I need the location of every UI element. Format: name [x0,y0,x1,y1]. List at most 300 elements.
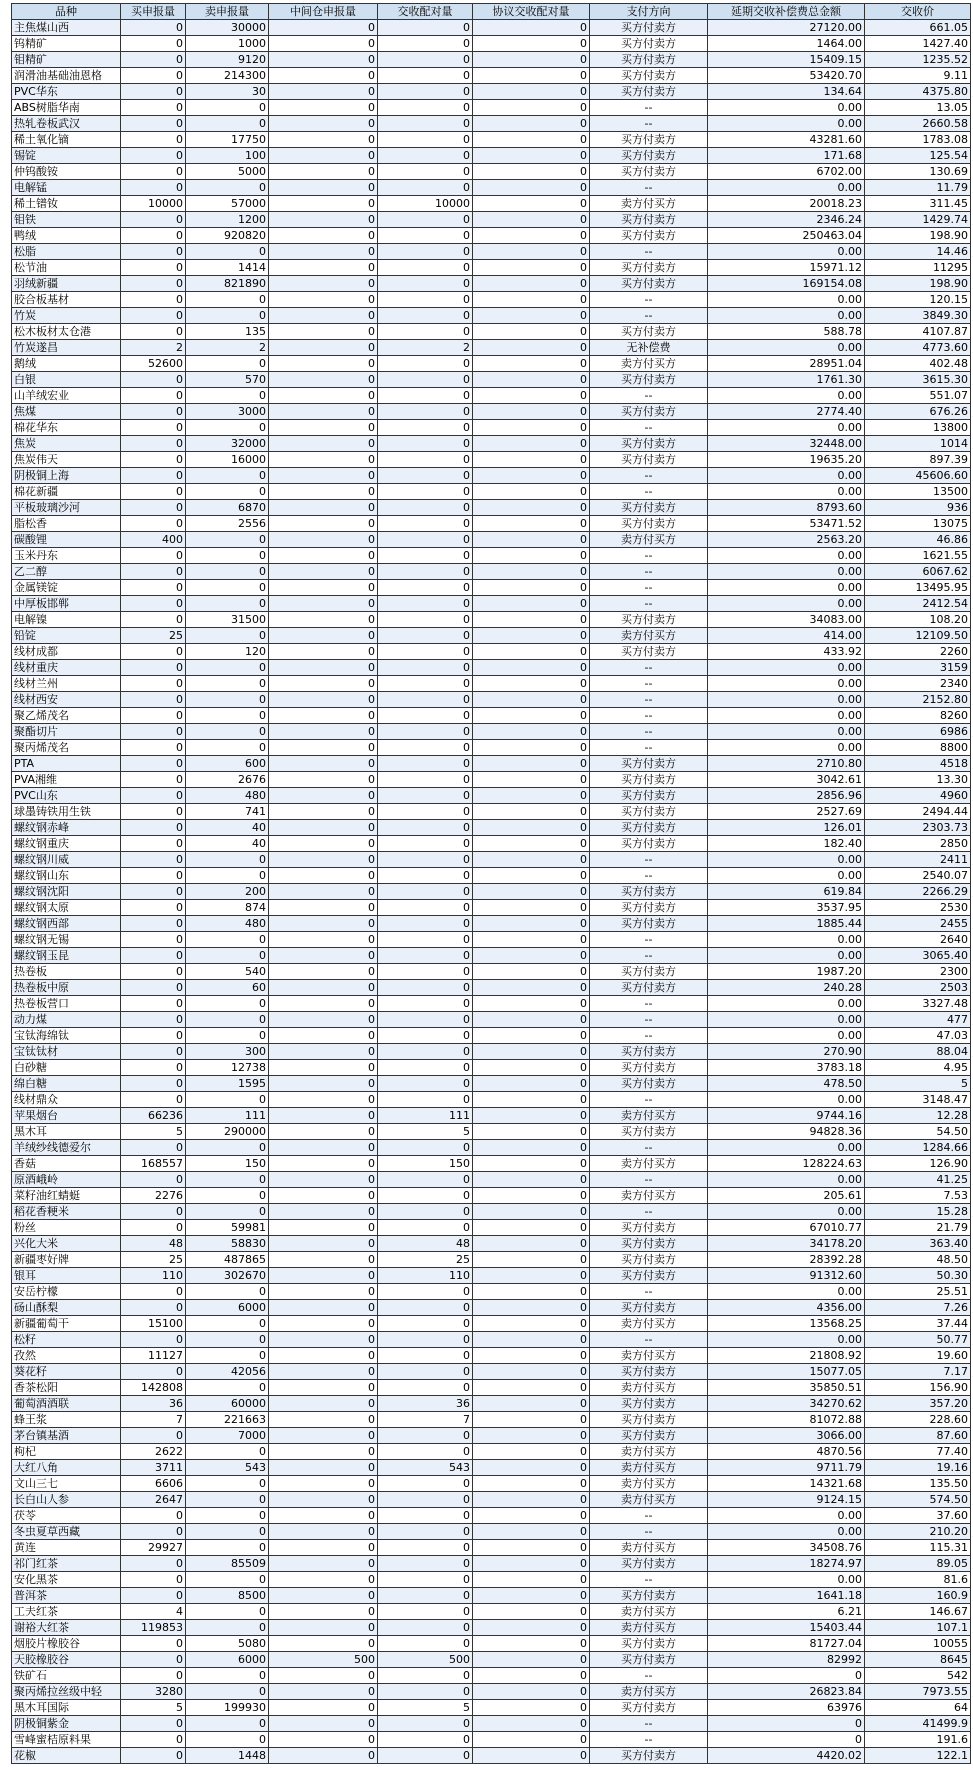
cell-intermediate-declared: 0 [269,1748,378,1764]
cell-sell-declared: 0 [186,388,269,404]
cell-compensation-total: 0 [708,1668,865,1684]
col-header-intermediate-declared: 中间仓申报量 [269,4,378,20]
cell-delivery-price: 10055 [865,1636,971,1652]
cell-agreement-matched: 0 [473,1300,590,1316]
cell-agreement-matched: 0 [473,932,590,948]
cell-compensation-total: 6.21 [708,1604,865,1620]
cell-delivery-price: 156.90 [865,1380,971,1396]
cell-intermediate-declared: 0 [269,1092,378,1108]
cell-payment-direction: -- [590,1140,708,1156]
cell-payment-direction: 买方付卖方 [590,612,708,628]
cell-payment-direction: -- [590,1732,708,1748]
cell-buy-declared: 0 [121,612,186,628]
cell-agreement-matched: 0 [473,1140,590,1156]
cell-payment-direction: 卖方付买方 [590,1380,708,1396]
cell-intermediate-declared: 0 [269,292,378,308]
cell-intermediate-declared: 0 [269,1012,378,1028]
cell-delivery-price: 13800 [865,420,971,436]
cell-compensation-total: 0.00 [708,308,865,324]
cell-agreement-matched: 0 [473,1444,590,1460]
table-row [12,1124,971,1140]
cell-buy-declared: 11127 [121,1348,186,1364]
cell-product: 松脂 [12,244,121,260]
cell-buy-declared: 0 [121,596,186,612]
cell-payment-direction: 买方付卖方 [590,820,708,836]
cell-intermediate-declared: 0 [269,1636,378,1652]
cell-compensation-total: 2563.20 [708,532,865,548]
cell-buy-declared: 0 [121,276,186,292]
cell-delivery-matched: 0 [378,1332,473,1348]
cell-payment-direction: 买方付卖方 [590,1652,708,1668]
cell-compensation-total: 0.00 [708,948,865,964]
cell-product: 白银 [12,372,121,388]
cell-buy-declared: 400 [121,532,186,548]
cell-buy-declared: 66236 [121,1108,186,1124]
cell-compensation-total: 1885.44 [708,916,865,932]
cell-product: 电解锰 [12,180,121,196]
cell-buy-declared: 0 [121,852,186,868]
cell-buy-declared: 0 [121,580,186,596]
cell-delivery-matched: 0 [378,1668,473,1684]
cell-sell-declared: 0 [186,868,269,884]
cell-sell-declared: 30000 [186,20,269,36]
cell-compensation-total: 1641.18 [708,1588,865,1604]
cell-product: 天胶橡胶谷 [12,1652,121,1668]
cell-buy-declared: 0 [121,180,186,196]
table-row [12,180,971,196]
table-row [12,740,971,756]
cell-delivery-matched: 0 [378,404,473,420]
cell-buy-declared: 0 [121,692,186,708]
cell-delivery-price: 4107.87 [865,324,971,340]
cell-payment-direction: 买方付卖方 [590,324,708,340]
cell-agreement-matched: 0 [473,1428,590,1444]
cell-delivery-matched: 0 [378,436,473,452]
cell-payment-direction: 买方付卖方 [590,1396,708,1412]
cell-buy-declared: 25 [121,1252,186,1268]
cell-agreement-matched: 0 [473,676,590,692]
cell-agreement-matched: 0 [473,852,590,868]
cell-intermediate-declared: 0 [269,852,378,868]
table-row [12,20,971,36]
cell-sell-declared: 0 [186,1316,269,1332]
cell-buy-declared: 0 [121,436,186,452]
cell-delivery-matched: 0 [378,724,473,740]
cell-agreement-matched: 0 [473,724,590,740]
table-row [12,1668,971,1684]
cell-product: 玉米丹东 [12,548,121,564]
cell-buy-declared: 5 [121,1124,186,1140]
cell-delivery-matched: 0 [378,1684,473,1700]
cell-delivery-matched: 0 [378,164,473,180]
cell-delivery-matched: 0 [378,788,473,804]
cell-delivery-price: 37.44 [865,1316,971,1332]
cell-delivery-price: 1014 [865,436,971,452]
cell-product: 松籽 [12,1332,121,1348]
cell-buy-declared: 0 [121,964,186,980]
cell-delivery-price: 107.1 [865,1620,971,1636]
cell-delivery-matched: 0 [378,1556,473,1572]
cell-payment-direction: -- [590,100,708,116]
cell-product: 茯苓 [12,1508,121,1524]
table-row [12,100,971,116]
cell-compensation-total: 9711.79 [708,1460,865,1476]
table-row [12,1140,971,1156]
cell-buy-declared: 0 [121,884,186,900]
cell-delivery-price: 130.69 [865,164,971,180]
cell-compensation-total: 2346.24 [708,212,865,228]
cell-product: 鹅绒 [12,356,121,372]
cell-payment-direction: -- [590,948,708,964]
cell-payment-direction: 买方付卖方 [590,1636,708,1652]
cell-payment-direction: 买方付卖方 [590,900,708,916]
cell-product: 螺纹钢玉昆 [12,948,121,964]
cell-compensation-total: 34083.00 [708,612,865,628]
cell-sell-declared: 0 [186,1172,269,1188]
cell-sell-declared: 0 [186,1668,269,1684]
table-row [12,1028,971,1044]
cell-buy-declared: 0 [121,724,186,740]
cell-product: 稀土镨钕 [12,196,121,212]
cell-buy-declared: 7 [121,1412,186,1428]
cell-delivery-price: 50.30 [865,1268,971,1284]
cell-agreement-matched: 0 [473,404,590,420]
cell-compensation-total: 0.00 [708,1524,865,1540]
cell-agreement-matched: 0 [473,628,590,644]
cell-compensation-total: 0.00 [708,740,865,756]
cell-delivery-price: 54.50 [865,1124,971,1140]
cell-delivery-price: 2260 [865,644,971,660]
cell-payment-direction: -- [590,932,708,948]
cell-product: 线材成都 [12,644,121,660]
cell-delivery-matched: 0 [378,212,473,228]
cell-product: PVC华东 [12,84,121,100]
cell-delivery-price: 19.16 [865,1460,971,1476]
cell-buy-declared: 0 [121,772,186,788]
cell-intermediate-declared: 0 [269,724,378,740]
cell-buy-declared: 0 [121,708,186,724]
cell-buy-declared: 0 [121,84,186,100]
table-row [12,820,971,836]
cell-buy-declared: 0 [121,1556,186,1572]
cell-sell-declared: 135 [186,324,269,340]
cell-product: 稻花香粳米 [12,1204,121,1220]
cell-compensation-total: 15403.44 [708,1620,865,1636]
cell-compensation-total: 0.00 [708,1140,865,1156]
cell-intermediate-declared: 0 [269,692,378,708]
cell-agreement-matched: 0 [473,884,590,900]
table-row [12,612,971,628]
cell-delivery-price: 2152.80 [865,692,971,708]
cell-agreement-matched: 0 [473,516,590,532]
cell-delivery-price: 1427.40 [865,36,971,52]
table-row [12,1508,971,1524]
cell-delivery-price: 4.95 [865,1060,971,1076]
cell-delivery-matched: 5 [378,1700,473,1716]
cell-product: 螺纹钢沈阳 [12,884,121,900]
cell-delivery-matched: 0 [378,708,473,724]
cell-sell-declared: 57000 [186,196,269,212]
cell-payment-direction: -- [590,1172,708,1188]
cell-compensation-total: 0.00 [708,676,865,692]
cell-agreement-matched: 0 [473,340,590,356]
cell-buy-declared: 0 [121,1716,186,1732]
cell-delivery-matched: 0 [378,676,473,692]
cell-agreement-matched: 0 [473,420,590,436]
cell-product: 阴极铜紫金 [12,1716,121,1732]
cell-product: 羊绒纱线德爱尔 [12,1140,121,1156]
cell-agreement-matched: 0 [473,740,590,756]
cell-sell-declared: 0 [186,1188,269,1204]
cell-product: 新疆枣好牌 [12,1252,121,1268]
cell-intermediate-declared: 0 [269,1284,378,1300]
cell-delivery-price: 15.28 [865,1204,971,1220]
cell-compensation-total: 0.00 [708,996,865,1012]
cell-buy-declared: 3711 [121,1460,186,1476]
cell-sell-declared: 1448 [186,1748,269,1764]
cell-intermediate-declared: 0 [269,100,378,116]
cell-payment-direction: 买方付卖方 [590,372,708,388]
cell-agreement-matched: 0 [473,1748,590,1764]
cell-agreement-matched: 0 [473,1044,590,1060]
cell-product: 文山三七 [12,1476,121,1492]
cell-agreement-matched: 0 [473,1316,590,1332]
cell-payment-direction: 买方付卖方 [590,1124,708,1140]
cell-product: 香茶松阳 [12,1380,121,1396]
table-row [12,68,971,84]
cell-product: 黑木耳 [12,1124,121,1140]
cell-payment-direction: 买方付卖方 [590,164,708,180]
cell-sell-declared: 199930 [186,1700,269,1716]
cell-buy-declared: 48 [121,1236,186,1252]
cell-sell-declared: 540 [186,964,269,980]
cell-buy-declared: 0 [121,980,186,996]
cell-buy-declared: 168557 [121,1156,186,1172]
cell-product: 胶合板基材 [12,292,121,308]
cell-delivery-price: 3065.40 [865,948,971,964]
cell-agreement-matched: 0 [473,1668,590,1684]
cell-compensation-total: 0.00 [708,1172,865,1188]
cell-buy-declared: 0 [121,1668,186,1684]
cell-intermediate-declared: 0 [269,1444,378,1460]
cell-product: 工夫红茶 [12,1604,121,1620]
cell-intermediate-declared: 0 [269,740,378,756]
cell-intermediate-declared: 0 [269,580,378,596]
cell-buy-declared: 0 [121,68,186,84]
cell-agreement-matched: 0 [473,820,590,836]
cell-compensation-total: 0.00 [708,596,865,612]
cell-product: 白砂糖 [12,1060,121,1076]
cell-intermediate-declared: 0 [269,1684,378,1700]
cell-buy-declared: 0 [121,1748,186,1764]
table-row [12,260,971,276]
cell-payment-direction: 买方付卖方 [590,228,708,244]
table-row [12,1060,971,1076]
table-row [12,884,971,900]
cell-compensation-total: 128224.63 [708,1156,865,1172]
cell-intermediate-declared: 0 [269,36,378,52]
cell-delivery-price: 2660.58 [865,116,971,132]
cell-buy-declared: 142808 [121,1380,186,1396]
table-row [12,228,971,244]
cell-compensation-total: 0.00 [708,1028,865,1044]
cell-delivery-price: 897.39 [865,452,971,468]
cell-compensation-total: 0.00 [708,852,865,868]
cell-product: 花椒 [12,1748,121,1764]
cell-intermediate-declared: 0 [269,708,378,724]
cell-product: 焦煤 [12,404,121,420]
cell-compensation-total: 2856.96 [708,788,865,804]
cell-delivery-matched: 0 [378,116,473,132]
cell-delivery-price: 198.90 [865,276,971,292]
cell-agreement-matched: 0 [473,1092,590,1108]
cell-delivery-price: 9.11 [865,68,971,84]
cell-intermediate-declared: 0 [269,116,378,132]
cell-sell-declared: 5080 [186,1636,269,1652]
cell-delivery-price: 477 [865,1012,971,1028]
cell-delivery-price: 228.60 [865,1412,971,1428]
cell-delivery-price: 3615.30 [865,372,971,388]
cell-intermediate-declared: 0 [269,868,378,884]
cell-product: 动力煤 [12,1012,121,1028]
cell-intermediate-declared: 0 [269,1124,378,1140]
cell-sell-declared: 0 [186,356,269,372]
cell-sell-declared: 59981 [186,1220,269,1236]
table-row [12,868,971,884]
table-row [12,52,971,68]
cell-product: 乙二醇 [12,564,121,580]
cell-product: 脂松香 [12,516,121,532]
cell-compensation-total: 3783.18 [708,1060,865,1076]
cell-delivery-matched: 0 [378,1572,473,1588]
cell-delivery-matched: 0 [378,420,473,436]
cell-sell-declared: 6000 [186,1300,269,1316]
table-row [12,1012,971,1028]
cell-product: 热卷板中原 [12,980,121,996]
cell-intermediate-declared: 0 [269,932,378,948]
cell-sell-declared: 0 [186,468,269,484]
table-row [12,1748,971,1764]
cell-delivery-matched: 0 [378,1204,473,1220]
cell-sell-declared: 0 [186,1444,269,1460]
cell-intermediate-declared: 0 [269,84,378,100]
table-row [12,996,971,1012]
cell-delivery-matched: 0 [378,820,473,836]
cell-buy-declared: 0 [121,1572,186,1588]
table-row [12,1620,971,1636]
cell-buy-declared: 0 [121,1652,186,1668]
cell-delivery-matched: 0 [378,996,473,1012]
cell-delivery-matched: 0 [378,500,473,516]
cell-sell-declared: 40 [186,820,269,836]
cell-agreement-matched: 0 [473,644,590,660]
cell-payment-direction: 卖方付买方 [590,1460,708,1476]
cell-compensation-total: 182.40 [708,836,865,852]
cell-product: 宝钛海绵钛 [12,1028,121,1044]
cell-delivery-price: 2266.29 [865,884,971,900]
cell-delivery-price: 311.45 [865,196,971,212]
cell-payment-direction: 买方付卖方 [590,980,708,996]
cell-delivery-matched: 0 [378,1316,473,1332]
cell-delivery-price: 7973.55 [865,1684,971,1700]
cell-delivery-price: 45606.60 [865,468,971,484]
cell-delivery-price: 8645 [865,1652,971,1668]
table-row [12,1076,971,1092]
cell-payment-direction: 买方付卖方 [590,1060,708,1076]
cell-sell-declared: 0 [186,628,269,644]
header-row [12,4,971,20]
cell-intermediate-declared: 0 [269,1316,378,1332]
col-header-compensation-total: 延期交收补偿费总金额 [708,4,865,20]
table-row [12,1252,971,1268]
cell-product: 钼精矿 [12,52,121,68]
cell-compensation-total: 0.00 [708,1332,865,1348]
cell-product: 锡锭 [12,148,121,164]
cell-payment-direction: 卖方付买方 [590,1540,708,1556]
cell-intermediate-declared: 0 [269,1572,378,1588]
cell-delivery-matched: 25 [378,1252,473,1268]
cell-intermediate-declared: 0 [269,404,378,420]
cell-payment-direction: 卖方付买方 [590,628,708,644]
cell-delivery-matched: 0 [378,756,473,772]
table-row [12,1156,971,1172]
cell-agreement-matched: 0 [473,1284,590,1300]
cell-compensation-total: 43281.60 [708,132,865,148]
cell-payment-direction: 买方付卖方 [590,148,708,164]
cell-buy-declared: 0 [121,916,186,932]
cell-intermediate-declared: 0 [269,1556,378,1572]
table-row [12,212,971,228]
cell-payment-direction: 买方付卖方 [590,260,708,276]
table-row [12,708,971,724]
cell-compensation-total: 82992 [708,1652,865,1668]
cell-sell-declared: 741 [186,804,269,820]
cell-sell-declared: 0 [186,1204,269,1220]
cell-product: 宝钛钛材 [12,1044,121,1060]
table-row [12,436,971,452]
col-header-agreement-matched: 协议交收配对量 [473,4,590,20]
cell-buy-declared: 0 [121,1044,186,1060]
cell-agreement-matched: 0 [473,1028,590,1044]
table-row [12,1332,971,1348]
cell-sell-declared: 100 [186,148,269,164]
cell-intermediate-declared: 0 [269,1076,378,1092]
cell-payment-direction: -- [590,244,708,260]
cell-payment-direction: -- [590,580,708,596]
cell-sell-declared: 0 [186,484,269,500]
cell-agreement-matched: 0 [473,564,590,580]
cell-buy-declared: 0 [121,308,186,324]
cell-agreement-matched: 0 [473,532,590,548]
cell-product: 安化黑茶 [12,1572,121,1588]
cell-sell-declared: 0 [186,740,269,756]
cell-payment-direction: 买方付卖方 [590,884,708,900]
cell-intermediate-declared: 0 [269,948,378,964]
cell-payment-direction: 买方付卖方 [590,1044,708,1060]
cell-delivery-matched: 0 [378,356,473,372]
cell-delivery-matched: 0 [378,52,473,68]
col-header-product: 品种 [12,4,121,20]
cell-delivery-matched: 0 [378,1092,473,1108]
cell-intermediate-declared: 0 [269,1524,378,1540]
cell-compensation-total: 0.00 [708,1012,865,1028]
cell-delivery-price: 7.17 [865,1364,971,1380]
cell-intermediate-declared: 0 [269,1604,378,1620]
table-row [12,1316,971,1332]
cell-compensation-total: 2710.80 [708,756,865,772]
cell-delivery-matched: 0 [378,1588,473,1604]
table-row [12,772,971,788]
